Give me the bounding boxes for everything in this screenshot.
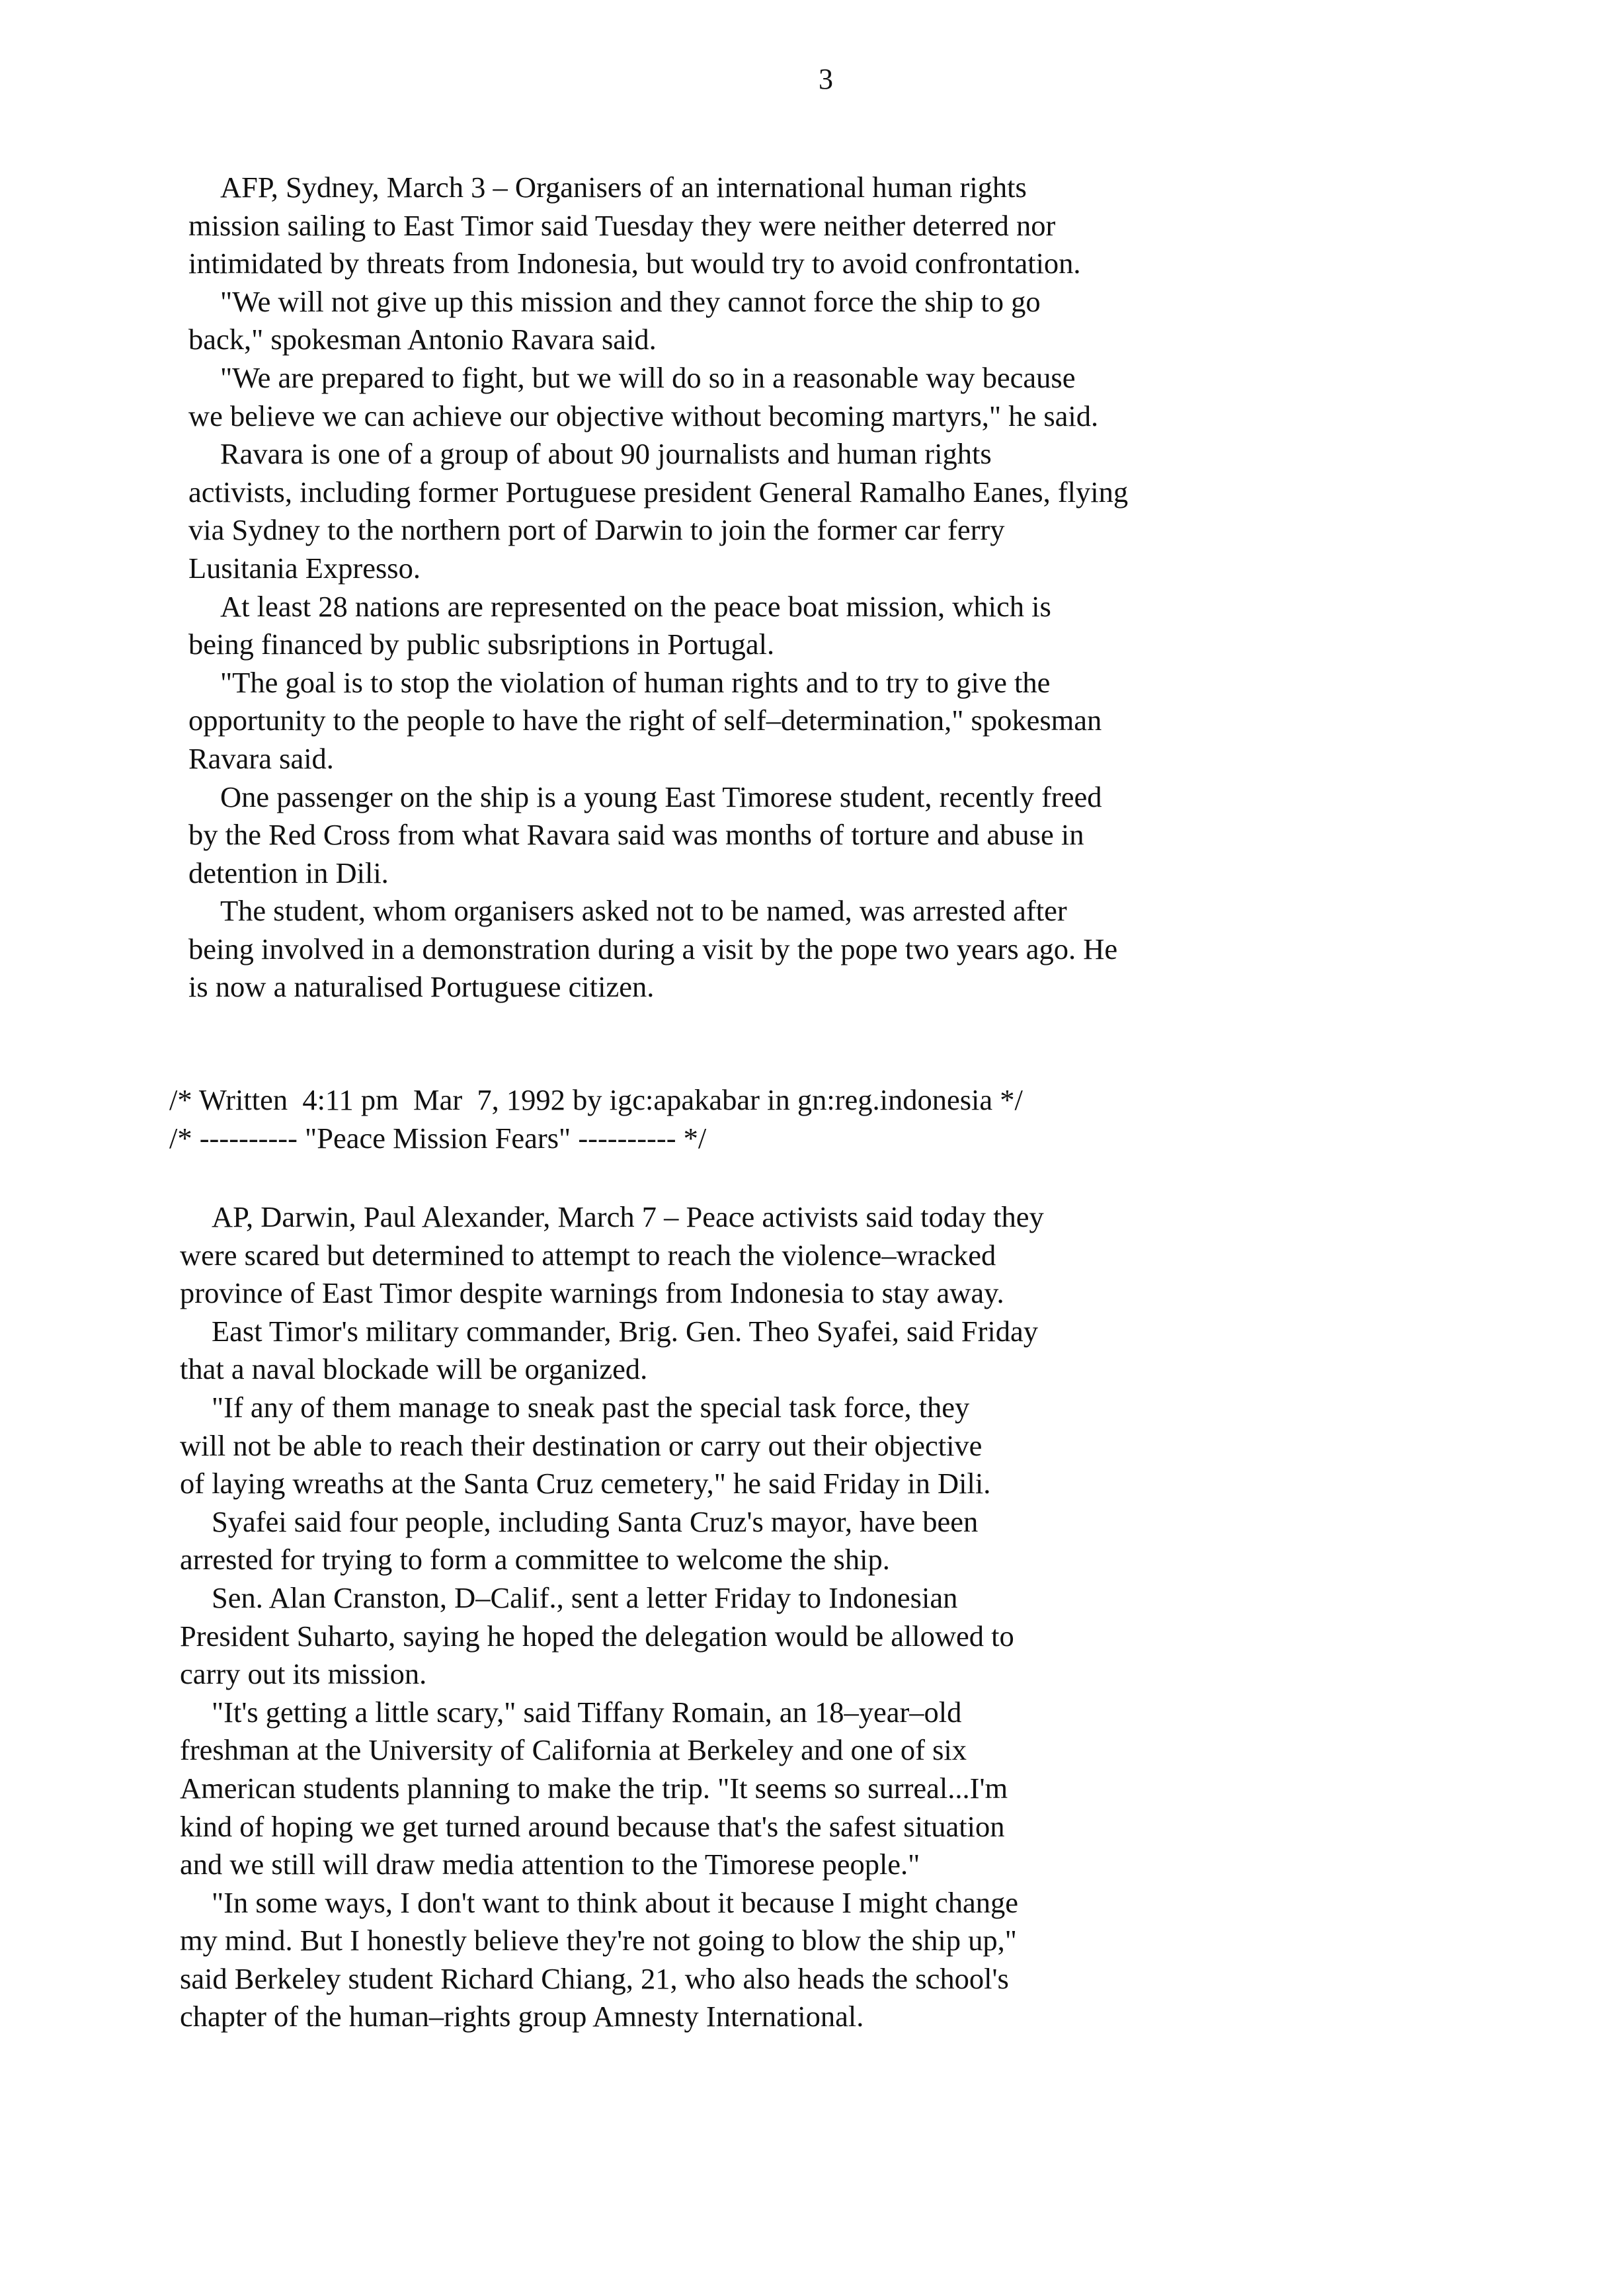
text-line: and we still will draw media attention to the Timorese people." bbox=[180, 1848, 920, 1881]
text-line: my mind. But I honestly believe they're not going to blow the ship up," bbox=[180, 1924, 1017, 1957]
text-line: kind of hoping we get turned around because that's the safest situation bbox=[180, 1809, 1005, 1843]
text-line: that a naval blockade will be organized. bbox=[180, 1352, 648, 1386]
text-line: detention in Dili. bbox=[188, 856, 389, 889]
text-line: "In some ways, I don't want to think about it because I might change bbox=[212, 1885, 1018, 1919]
text-line: is now a naturalised Portuguese citizen. bbox=[188, 970, 655, 1004]
text-line: "We will not give up this mission and they cannot force the ship to go bbox=[220, 284, 1041, 318]
text-line: The student, whom organisers asked not to be named, was arrested after bbox=[220, 894, 1067, 928]
text-line: President Suharto, saying he hoped the delegation would be allowed to bbox=[180, 1619, 1014, 1653]
text-line: One passenger on the ship is a young East Timorese student, recently freed bbox=[220, 780, 1102, 813]
text-line: freshman at the University of California at Berkeley and one of six bbox=[180, 1733, 967, 1767]
text-line: mission sailing to East Timor said Tuesday they were neither deterred nor bbox=[188, 208, 1056, 242]
text-line: "We are prepared to fight, but we will do so in a reasonable way because bbox=[220, 360, 1076, 394]
text-line: province of East Timor despite warnings from Indonesia to stay away. bbox=[180, 1276, 1004, 1310]
text-line: carry out its mission. bbox=[180, 1657, 427, 1691]
article-ap-darwin bbox=[180, 1198, 1044, 2036]
page-number: 3 bbox=[819, 63, 833, 95]
text-line: intimidated by threats from Indonesia, but would try to avoid confrontation. bbox=[188, 247, 1081, 280]
text-line: activists, including former Portuguese president General Ramalho Eanes, flying bbox=[188, 475, 1129, 509]
text-line: AFP, Sydney, March 3 – Organisers of an international human rights bbox=[220, 171, 1027, 204]
text-line: said Berkeley student Richard Chiang, 21, who also heads the school's bbox=[180, 1961, 1009, 1995]
message-log-header bbox=[169, 1081, 1023, 1157]
text-line: AP, Darwin, Paul Alexander, March 7 – Peace activists said today they bbox=[212, 1200, 1044, 1233]
text-line: Syafei said four people, including Santa Cruz's mayor, have been bbox=[212, 1504, 979, 1538]
text-line: Ravara is one of a group of about 90 journalists and human rights bbox=[220, 437, 992, 471]
text-line: chapter of the human–rights group Amnesty International. bbox=[180, 2000, 864, 2033]
text-line: "The goal is to stop the violation of human rights and to try to give the bbox=[220, 665, 1051, 699]
text-line: East Timor's military commander, Brig. Gen. Theo Syafei, said Friday bbox=[212, 1314, 1039, 1348]
text-line: via Sydney to the northern port of Darwin to join the former car ferry bbox=[188, 513, 1005, 547]
text-line: were scared but determined to attempt to reach the violence–wracked bbox=[180, 1238, 996, 1272]
article-afp-sydney bbox=[188, 169, 1128, 1006]
text-line: back," spokesman Antonio Ravara said. bbox=[188, 323, 657, 356]
text-line: arrested for trying to form a committee to welcome the ship. bbox=[180, 1543, 890, 1577]
text-line: will not be able to reach their destination or carry out their objective bbox=[180, 1428, 983, 1462]
log-header-title-line: /* ---------- "Peace Mission Fears" ---------- */ bbox=[169, 1121, 707, 1155]
text-line: "If any of them manage to sneak past the special task force, they bbox=[212, 1390, 970, 1424]
text-line: "It's getting a little scary," said Tiffany Romain, an 18–year–old bbox=[212, 1695, 962, 1729]
text-line: being financed by public subsriptions in Portugal. bbox=[188, 628, 775, 661]
text-line: of laying wreaths at the Santa Cruz cemetery," he said Friday in Dili. bbox=[180, 1467, 991, 1500]
text-line: Lusitania Expresso. bbox=[188, 551, 421, 585]
text-line: At least 28 nations are represented on the peace boat mission, which is bbox=[220, 589, 1051, 623]
text-line: by the Red Cross from what Ravara said was months of torture and abuse in bbox=[188, 818, 1084, 852]
text-line: Ravara said. bbox=[188, 741, 334, 775]
text-line: opportunity to the people to have the right of self–determination," spokesman bbox=[188, 704, 1102, 737]
text-line: American students planning to make the trip. "It seems so surreal...I'm bbox=[180, 1771, 1008, 1805]
text-line: Sen. Alan Cranston, D–Calif., sent a letter Friday to Indonesian bbox=[212, 1580, 958, 1614]
text-line: we believe we can achieve our objective without becoming martyrs," he said. bbox=[188, 399, 1099, 432]
text-line: being involved in a demonstration during a visit by the pope two years ago. He bbox=[188, 932, 1118, 965]
log-header-written-line: /* Written 4:11 pm Mar 7, 1992 by igc:apakabar in gn:reg.indonesia */ bbox=[169, 1083, 1023, 1116]
